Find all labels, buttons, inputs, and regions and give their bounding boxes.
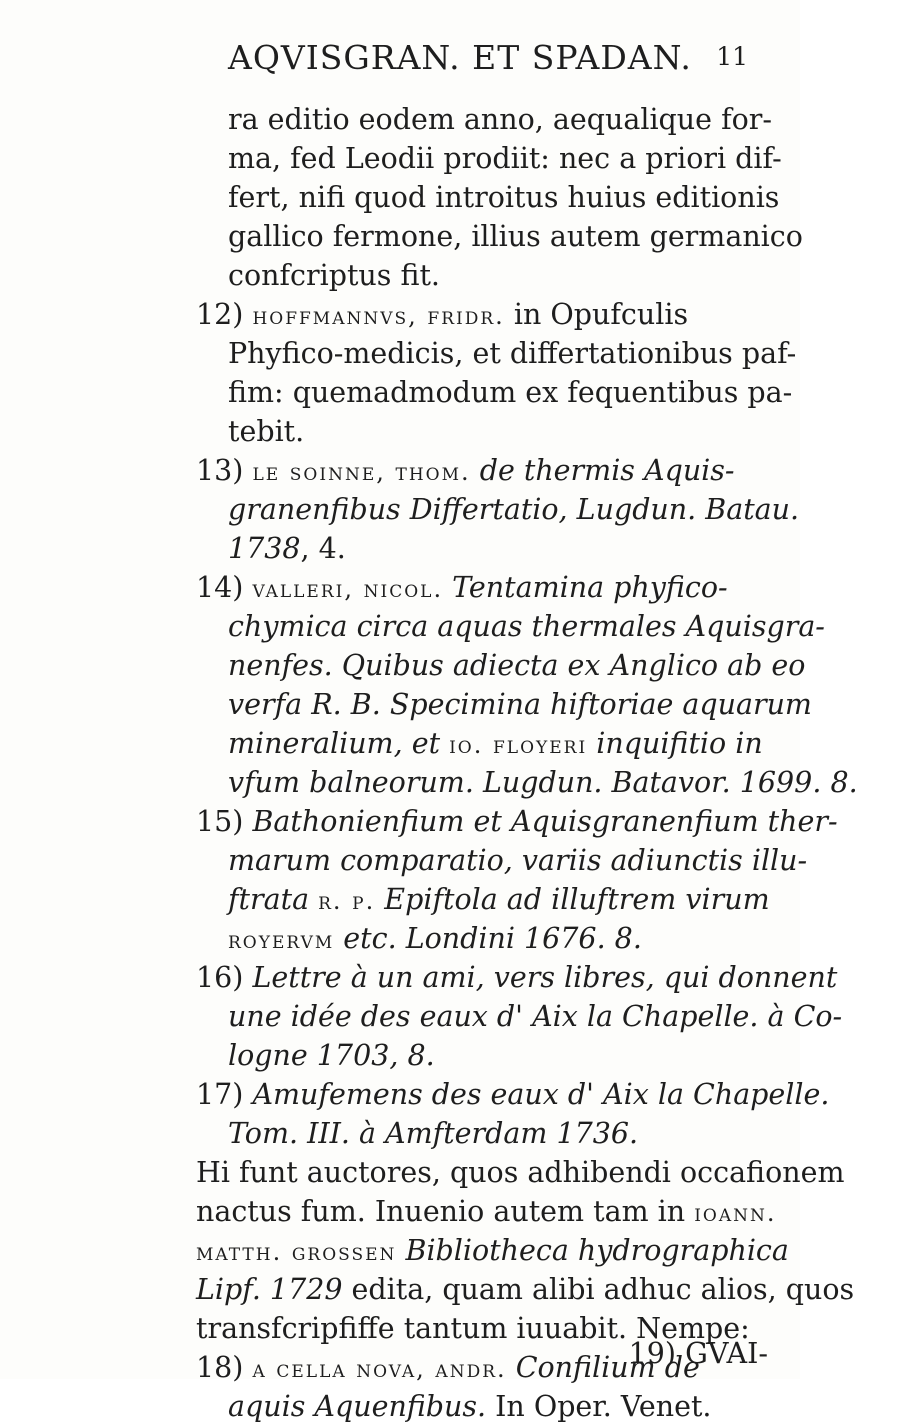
text-segment: Bathonienfium et Aquisgranenfium ther-	[252, 805, 838, 838]
text-segment: 18)	[196, 1351, 253, 1384]
text-line	[228, 646, 806, 685]
text-line	[196, 958, 838, 997]
text-segment: le soinne, thom.	[252, 458, 471, 486]
text-segment: aquis Aquenfibus.	[228, 1390, 487, 1423]
text-segment: Hi funt auctores, quos adhibendi occafionem	[196, 1156, 845, 1189]
text-segment: etc. Londini 1676. 8.	[334, 922, 642, 955]
text-line	[228, 841, 808, 880]
text-segment: ioann.	[694, 1199, 777, 1227]
text-line	[228, 997, 843, 1036]
text-segment: edita, quam alibi adhuc alios, quos	[342, 1273, 855, 1306]
text-segment: fert, nifi quod introitus huius editionis	[228, 181, 780, 214]
text-line	[228, 373, 793, 412]
text-line	[228, 763, 858, 802]
text-line	[228, 178, 780, 217]
text-line	[196, 451, 768, 490]
text-segment: mineralium, et	[228, 727, 450, 760]
text-line	[228, 334, 797, 373]
text-segment: hoffmannvs, fridr.	[252, 302, 505, 330]
text-line	[228, 529, 768, 568]
text-line	[196, 1231, 789, 1270]
text-segment: 12)	[196, 298, 253, 331]
text-segment: ftrata	[228, 883, 319, 916]
text-segment: royervm	[228, 926, 335, 954]
text-segment: nactus fum. Inuenio autem tam in	[196, 1195, 695, 1228]
text-segment: chymica circa aquas thermales Aquisgra-	[228, 610, 825, 643]
text-line	[228, 490, 800, 529]
text-line	[196, 568, 768, 607]
text-segment: logne 1703, 8.	[228, 1039, 435, 1072]
text-segment: 14)	[196, 571, 253, 604]
text-segment: transfcripfiffe tantum iuuabit. Nempe:	[196, 1312, 750, 1345]
text-line	[228, 1036, 768, 1075]
text-segment: vfum balneorum. Lugdun. Batavor. 1699. 8.	[228, 766, 858, 799]
text-segment: Phyfico-medicis, et differtationibus paf-	[228, 337, 797, 370]
text-segment: valleri, nicol.	[252, 575, 444, 603]
text-line	[228, 724, 768, 763]
text-body	[196, 100, 858, 1426]
text-line	[228, 1387, 768, 1426]
catchword-line	[228, 1334, 898, 1373]
text-line	[196, 295, 768, 334]
text-line	[196, 1192, 777, 1231]
text-segment: Epiftola ad illuftrem virum	[375, 883, 770, 916]
running-title: AQVISGRAN. ET SPADAN.	[228, 38, 692, 77]
text-segment: 17)	[196, 1078, 253, 1111]
text-segment: Confilium de	[506, 1351, 700, 1384]
text-segment: de thermis Aquis-	[470, 454, 735, 487]
text-line	[228, 880, 768, 919]
text-segment: gallico fermone, illius autem germanico	[228, 220, 803, 253]
text-line	[228, 607, 825, 646]
text-segment: ma, fed Leodii prodiit: nec a priori dif-	[228, 142, 782, 175]
text-segment: inquifitio in	[587, 727, 763, 760]
text-line	[228, 412, 768, 451]
text-line	[196, 1075, 830, 1114]
text-segment: , 4.	[300, 532, 346, 565]
text-segment: ra editio eodem anno, aequalique for-	[228, 103, 773, 136]
text-line	[228, 139, 782, 178]
text-segment: io. floyeri	[449, 731, 588, 759]
text-segment: 16)	[196, 961, 253, 994]
text-segment: verfa R. B. Specimina hiftoriae aquarum	[228, 688, 812, 721]
page-number: 11	[716, 42, 748, 71]
text-segment: matth. grossen	[196, 1238, 397, 1266]
text-segment: Bibliotheca hydrographica	[396, 1234, 789, 1267]
text-segment: in Opufculis	[504, 298, 689, 331]
text-segment: une idée des eaux d' Aix la Chapelle. à Co-	[228, 1000, 843, 1033]
text-line	[228, 100, 773, 139]
text-segment: Tentamina phyfico-	[443, 571, 728, 604]
text-segment: marum comparatio, variis adiunctis illu-	[228, 844, 808, 877]
text-segment: granenfibus Differtatio, Lugdun. Batau.	[228, 493, 800, 526]
text-line	[228, 1114, 768, 1153]
text-segment: a cella nova, andr.	[252, 1355, 507, 1383]
text-segment: Lettre à un ami, vers libres, qui donnent	[252, 961, 838, 994]
text-line	[228, 256, 768, 295]
text-line	[196, 1153, 845, 1192]
catchword: 19) GVAI-	[628, 1337, 768, 1370]
text-segment: In Oper. Venet.	[486, 1390, 712, 1423]
text-segment: Tom. III. à Amfterdam 1736.	[228, 1117, 639, 1150]
text-segment: confcriptus fit.	[228, 259, 440, 292]
text-segment: r. p.	[318, 887, 376, 915]
page-header	[168, 38, 748, 88]
text-segment: fim: quemadmodum ex fequentibus pa-	[228, 376, 793, 409]
text-segment: nenfes. Quibus adiecta ex Anglico ab eo	[228, 649, 806, 682]
text-segment: Amufemens des eaux d' Aix la Chapelle.	[252, 1078, 830, 1111]
text-line	[196, 1270, 855, 1309]
text-segment: tebit.	[228, 415, 305, 448]
text-segment: Lipf. 1729	[196, 1273, 343, 1306]
text-line	[228, 919, 768, 958]
text-line	[228, 685, 812, 724]
text-segment: 1738	[228, 532, 301, 565]
text-line	[196, 802, 838, 841]
text-segment: 15)	[196, 805, 253, 838]
text-line	[228, 217, 803, 256]
text-segment: 13)	[196, 454, 253, 487]
